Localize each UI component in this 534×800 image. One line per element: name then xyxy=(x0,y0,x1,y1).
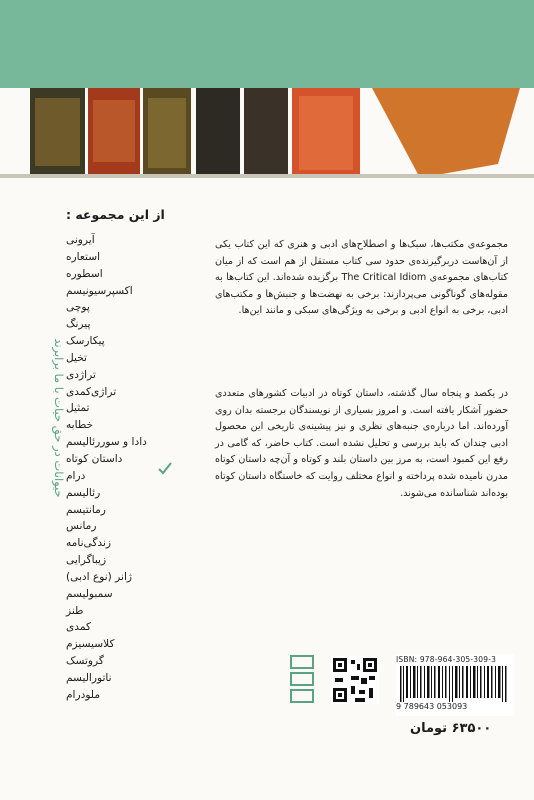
series-item: طنز xyxy=(66,604,84,617)
barcode-number: 9 789643 053093 xyxy=(396,702,468,711)
description-paragraph-1: مجموعه‌ی مکتب‌ها، سبک‌ها و اصطلاح‌های ادبی و هنری که این کتاب یکی از آن‌هاست دربرگیرنده‌ی حدود سی کتاب مستقل از هم است که از میان کتاب‌های مجموعه‌ی The Critical Idiom برگزیده شده‌اند. این کتاب‌ها به مقوله‌های گوناگونی می‌پردازند: برخی به نهضت‌ها و جنبش‌ها و مکتب‌های ادبی، برخی به انواع ادبی و برخی به ویژگی‌های سبکی و مانند این‌ها. xyxy=(215,239,508,317)
cover-top-band xyxy=(0,0,534,88)
series-item: تخیل xyxy=(66,351,88,364)
series-item: ناتورالیسم xyxy=(66,671,112,684)
series-item: گروتسک xyxy=(66,655,104,668)
series-item: رمانتیسم xyxy=(66,503,106,516)
checkmark-icon xyxy=(157,460,173,476)
series-item: ژانر (نوع ادبی) xyxy=(66,570,133,583)
series-item: پوچی xyxy=(66,301,90,314)
series-item: کمدی xyxy=(66,621,92,634)
series-heading: از این مجموعه : xyxy=(66,207,165,222)
series-item: درام xyxy=(66,469,86,482)
series-item: استعاره xyxy=(66,250,101,263)
isbn-text: ISBN: 978-964-305-309-3 xyxy=(396,655,497,664)
series-item: زیباگرایی xyxy=(66,554,107,567)
price-label: ۶۳۵۰۰ تومان xyxy=(410,721,492,736)
vertical-title-text: حیوانات در حق حیات با ما برابرند xyxy=(52,338,66,498)
series-item: کلاسیسیزم xyxy=(66,638,115,651)
series-item: خطابه xyxy=(66,419,94,432)
series-item-current: داستان کوتاه xyxy=(66,452,123,465)
series-item: پیرنگ xyxy=(66,318,91,331)
series-item: آیرونی xyxy=(66,234,95,246)
series-item: پیکارسک xyxy=(66,335,105,348)
series-item: رئالیسم xyxy=(66,486,101,499)
series-item: رمانس xyxy=(66,520,97,533)
publisher-logo-icon xyxy=(287,654,317,706)
series-item: اکسپرسیونیسم xyxy=(66,284,133,297)
series-item: زندگی‌نامه xyxy=(66,537,112,550)
description-paragraph-2: در یکصد و پنجاه سال گذشته، داستان کوتاه در ادبیات کشورهای متعددی حضور آشکار یافته است. و امروز بسیاری از نویسندگان برجسته بدان روی آورده‌اند. اما درباره‌ی جنبه‌های نظری و نیز پیشینه‌ی تاریخی این محصول ادبی چندان که باید بررسی و تحلیل نشده است. کتاب حاضر، که گامی در رفع این کمبود است، به مرز بین داستان بلند و کوتاه و آن‌چه داستان کوتاه مدرن نامیده شده پرداخته و انواع مختلف روایت که خاستگاه داستان کوتاه بوده‌اند شناسانده می‌شوند. xyxy=(215,388,508,499)
vertical-title xyxy=(42,318,72,518)
qr-code-icon xyxy=(331,656,379,704)
series-item: تراژی‌کمدی xyxy=(66,385,117,398)
series-item: ملودرام xyxy=(66,688,100,701)
series-item: دادا و سوررئالیسم xyxy=(66,436,147,449)
series-item: سمبولیسم xyxy=(66,587,113,600)
series-item: تمثیل xyxy=(66,402,90,415)
series-item: اسطوره xyxy=(66,267,103,280)
books-illustration xyxy=(0,88,534,180)
series-item: تراژدی xyxy=(66,368,96,381)
